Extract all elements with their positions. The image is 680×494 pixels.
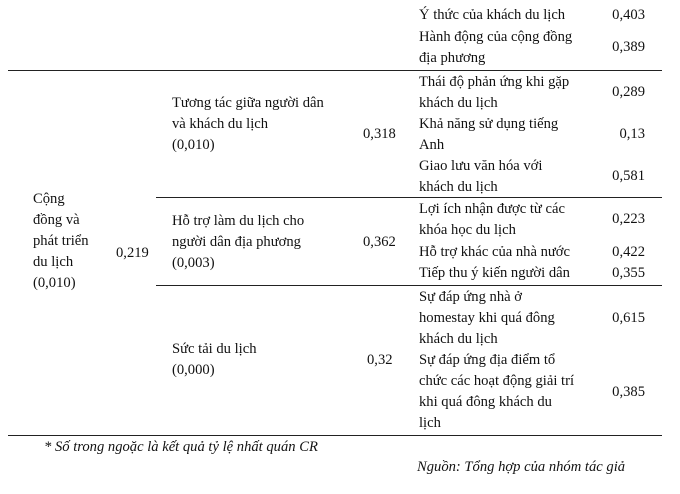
item-text: địa phương [419,50,486,66]
item-text: Lợi ích nhận được từ các [419,201,565,217]
group-cr: (0,003) [172,255,215,271]
group-name-line: Sức tải du lịch [172,341,257,357]
item-text: Hỗ trợ khác của nhà nước [419,244,570,260]
item-loading: 0,422 [612,244,645,260]
item-text: Anh [419,137,445,153]
item-loading: 0,581 [612,168,645,184]
footnote: * Số trong ngoặc là kết quả tỷ lệ nhất quán CR [44,439,318,455]
item-text: chức các hoạt động giải trí [419,373,575,389]
item-text: khi quá đông khách du [419,394,552,410]
item-text: Giao lưu văn hóa với [419,158,543,174]
item-text: lịch [419,415,441,431]
dimension-name-line-3: phát triển [33,233,89,249]
item-loading: 0,355 [612,265,645,281]
group-cr: (0,010) [172,137,215,153]
source-note: Nguồn: Tổng hợp của nhóm tác giả [417,459,626,475]
item-text: homestay khi quá đông [419,310,555,326]
group-name-line: Tương tác giữa người dân [172,95,324,111]
item-text: khóa học du lịch [419,222,516,238]
dimension-value: 0,219 [116,245,149,261]
item-loading: 0,389 [612,39,645,55]
item-loading: 0,289 [612,84,645,100]
group-name-line: người dân địa phương [172,234,301,250]
rule-table-bottom [8,435,662,436]
dimension-cr: (0,010) [33,275,76,291]
dimension-name-line-1: Cộng [33,191,65,207]
group-name-line: Hỗ trợ làm du lịch cho [172,213,305,229]
group-value: 0,32 [367,352,393,368]
rule-top-group1 [8,70,662,71]
group-name-line: và khách du lịch [172,116,269,132]
item-loading: 0,615 [612,310,645,326]
dimension-name-line-4: du lịch [33,254,74,270]
item-text: Thái độ phản ứng khi gặp [419,74,570,90]
rule-group2-group3 [156,285,662,286]
dimension-name-line-2: đồng và [33,212,80,228]
item-loading: 0,403 [612,7,645,23]
item-text: khách du lịch [419,95,498,111]
group-value: 0,318 [363,126,396,142]
item-text: Tiếp thu ý kiến người dân [419,265,570,281]
item-text: Khả năng sử dụng tiếng [419,116,559,132]
item-loading: 0,223 [612,211,645,227]
item-text: khách du lịch [419,179,498,195]
rule-group1-group2 [156,197,662,198]
item-text: khách du lịch [419,331,498,347]
group-cr: (0,000) [172,362,215,378]
item-text: Sự đáp ứng địa điểm tổ [419,352,556,368]
group-value: 0,362 [363,234,396,250]
item-text: Hành động của cộng đồng [419,29,573,45]
item-loading: 0,385 [612,384,645,400]
item-text: Ý thức của khách du lịch [419,7,566,23]
item-loading: 0,13 [619,126,645,142]
item-text: Sự đáp ứng nhà ở [419,289,522,305]
